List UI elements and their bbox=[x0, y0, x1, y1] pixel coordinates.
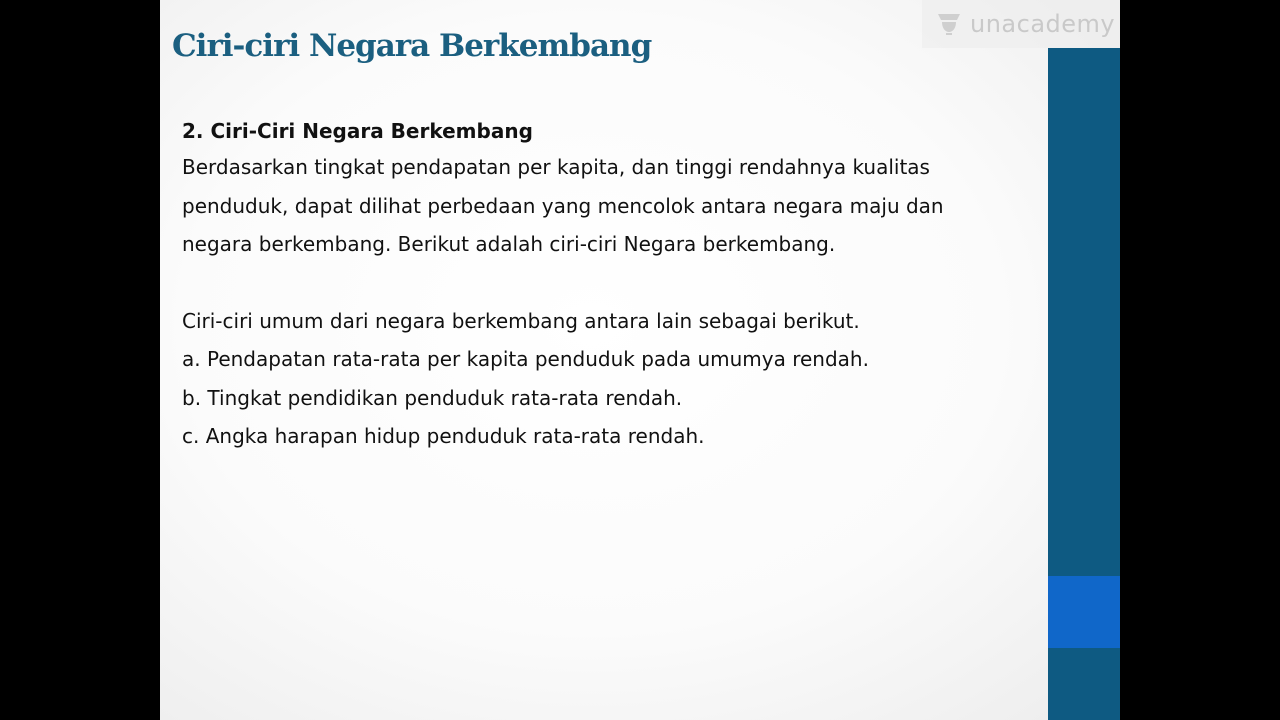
unacademy-logo-icon bbox=[936, 11, 962, 37]
unacademy-watermark bbox=[922, 0, 1120, 48]
paragraph-spacer bbox=[182, 264, 1032, 302]
list-item: c. Angka harapan hidup penduduk rata-rata rendah. bbox=[182, 424, 705, 448]
intro-paragraph bbox=[182, 148, 1032, 264]
list-intro: Ciri-ciri umum dari negara berkembang antara lain sebagai berikut. bbox=[182, 308, 860, 333]
intro-line: negara berkembang. Berikut adalah ciri-ciri Negara berkembang. bbox=[182, 232, 836, 256]
list-item: a. Pendapatan rata-rata per kapita penduduk pada umumya rendah. bbox=[182, 347, 869, 371]
list-item: b. Tingkat pendidikan penduduk rata-rata rendah. bbox=[182, 385, 683, 410]
intro-line: Berdasarkan tingkat pendapatan per kapita, dan tinggi rendahnya kualitas bbox=[182, 155, 930, 179]
slide-subheading: 2. Ciri-Ciri Negara Berkembang bbox=[182, 119, 533, 143]
slide-content bbox=[182, 114, 1032, 456]
characteristics-list bbox=[182, 302, 1032, 456]
right-band-accent-block bbox=[1048, 576, 1120, 648]
slide-title: Ciri-ciri Negara Berkembang bbox=[172, 28, 652, 64]
watermark-text: unacademy bbox=[970, 10, 1116, 38]
presentation-slide bbox=[160, 0, 1120, 720]
intro-line: penduduk, dapat dilihat perbedaan yang mencolok antara negara maju dan bbox=[182, 193, 944, 218]
